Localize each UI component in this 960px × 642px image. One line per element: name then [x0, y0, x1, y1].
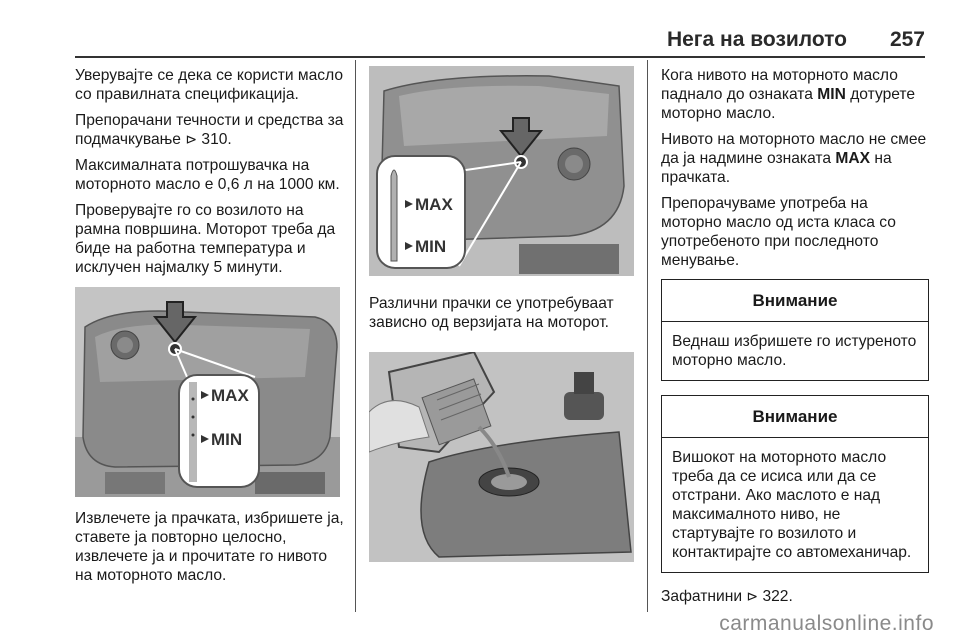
- page-header: [75, 28, 925, 54]
- paragraph-oil-spec: Уверувајте се дека се користи масло со правилната спецификација.: [75, 67, 344, 103]
- paragraph-recommended-fluids: Препорачани течности и средства за подмачкување ⊳ 310.: [75, 112, 344, 148]
- paragraph-max-consumption: Максималната потрошувачка на моторното масло е 0,6 л на 1000 км.: [75, 157, 340, 193]
- column-3: [661, 66, 929, 613]
- column-1: [75, 66, 347, 592]
- warning-body: Веднаш избришете го истуреното моторно масло.: [672, 333, 917, 369]
- warning-box-wipe-spill: [661, 279, 929, 381]
- engine-dipstick-illustration-2: [369, 66, 634, 276]
- warning-body: Вишокот на моторното масло треба да се исиса или да се отстрани. Ако маслото е над максималното ниво, не стартувајте го возилото и контактирајте со автомеханичар.: [672, 449, 912, 561]
- page-number: 257: [889, 28, 925, 51]
- max-label-2: MAX: [415, 195, 453, 214]
- warning-title: Внимание: [662, 280, 928, 322]
- watermark-text: carmanualsonline.info: [719, 612, 934, 635]
- page-ref-link[interactable]: 322.: [762, 588, 793, 605]
- paragraph-oil-class: Препорачуваме употреба на моторно масло од иста класа со употребеното при последното менување.: [661, 195, 896, 269]
- page-title: Нега на возилото: [666, 28, 847, 51]
- warning-title: Внимание: [662, 396, 928, 438]
- paragraph-add-oil: Кога нивото на моторното масло паднало до ознаката MIN дотурете моторно масло.: [661, 67, 916, 122]
- min-label-2: MIN: [415, 237, 447, 256]
- column-divider-1: [355, 60, 356, 612]
- figure-caption: Различни прачки се употребуваат зависно од верзијата на моторот.: [369, 295, 614, 331]
- header-rule: [75, 56, 925, 58]
- engine-dipstick-illustration-1: [75, 287, 340, 497]
- min-mark-text: MIN: [817, 86, 846, 103]
- oil-pouring-illustration: [369, 352, 634, 562]
- max-mark-text: MAX: [835, 150, 871, 167]
- column-2: [369, 66, 634, 562]
- min-label: MIN: [211, 430, 243, 449]
- page-ref-arrow-icon: ⊳: [746, 588, 759, 604]
- paragraph-capacities: Зафатнини ⊳ 322.: [661, 588, 793, 605]
- paragraph-read-dipstick: Извлечете ја прачката, избришете ја, ставете ја повторно целосно, извлечете ја и прочитате го нивото на моторното масло.: [75, 510, 344, 584]
- max-label: MAX: [211, 386, 249, 405]
- column-divider-2: [647, 60, 648, 612]
- page-ref-link[interactable]: 310.: [201, 131, 232, 148]
- paragraph-not-exceed: Нивото на моторното масло не смее да ја надмине ознаката MAX на прачката.: [661, 131, 927, 186]
- paragraph-check-level: Проверувајте го со возилото на рамна површина. Моторот треба да биде на работна температура и исклучен најмалку 5 минути.: [75, 202, 336, 276]
- warning-box-excess-oil: [661, 395, 929, 573]
- page-ref-arrow-icon: ⊳: [185, 131, 198, 147]
